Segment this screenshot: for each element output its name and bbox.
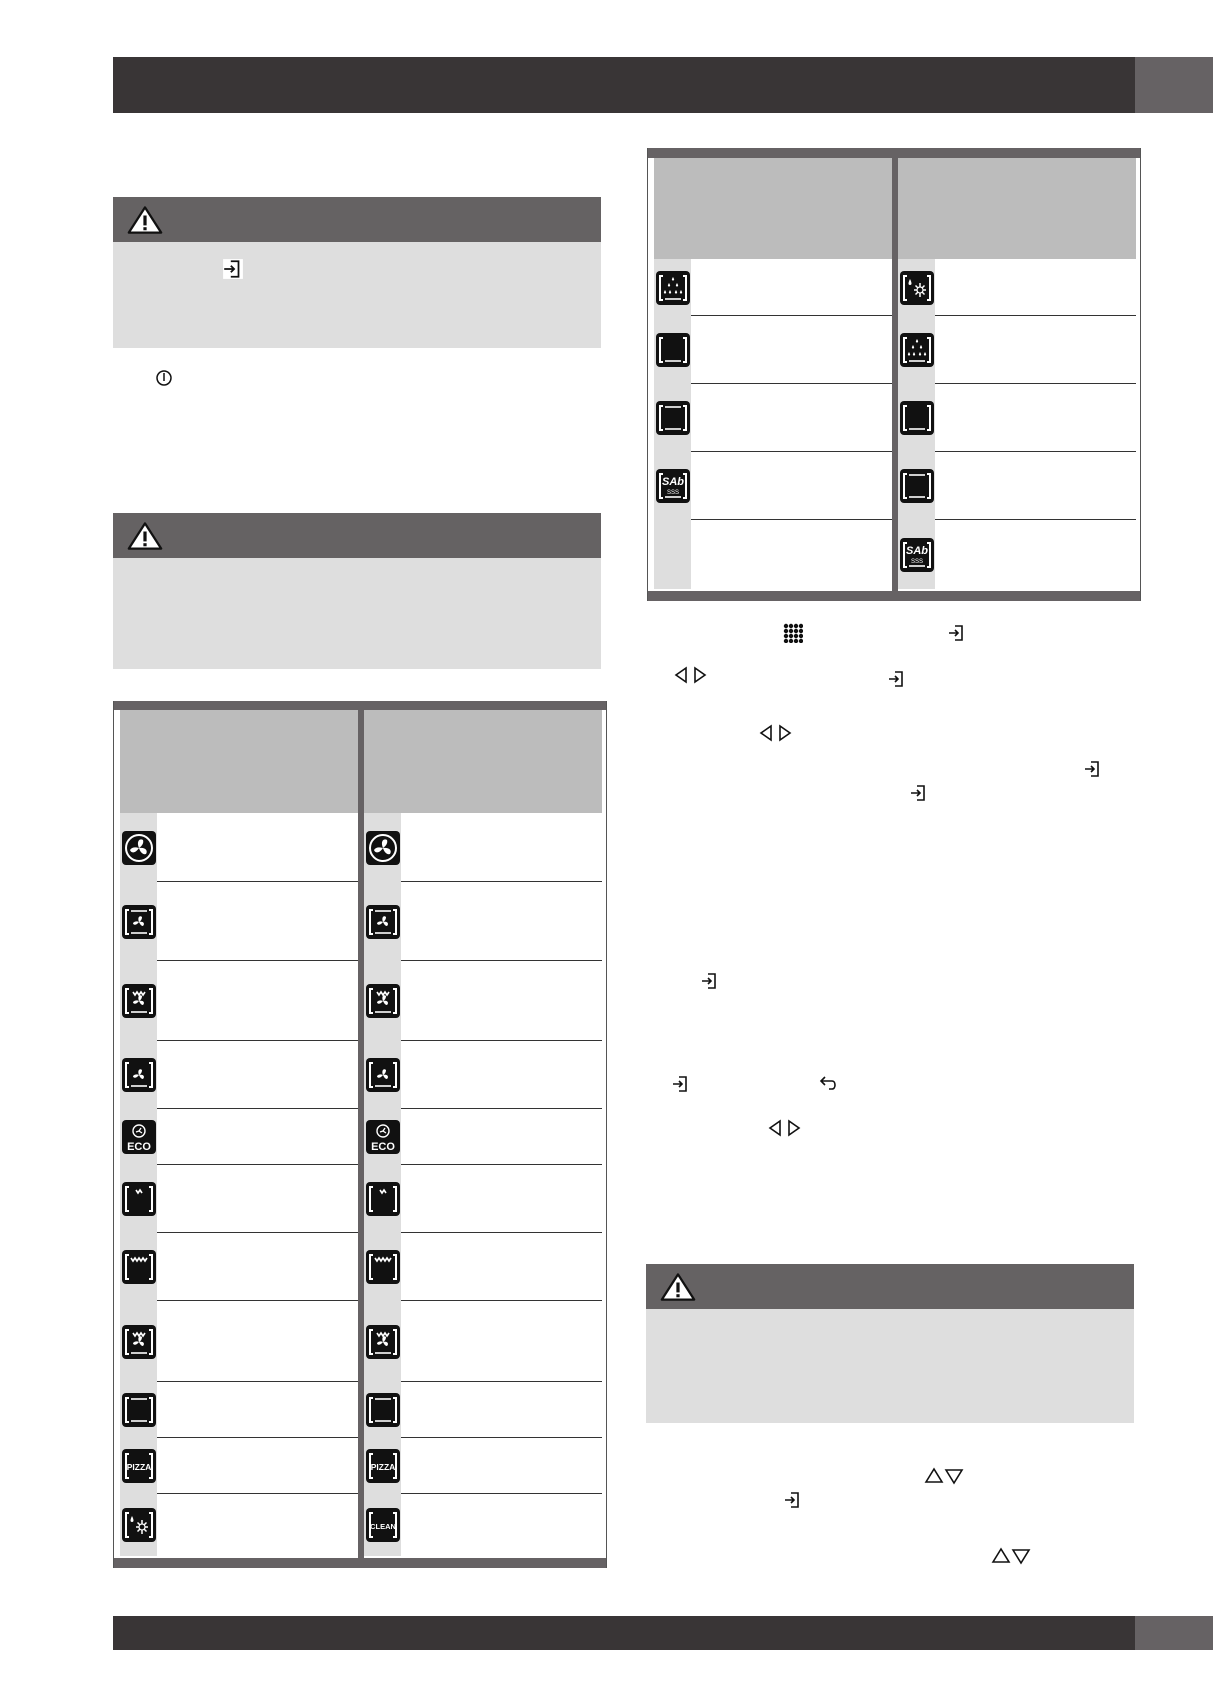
row-divider [935, 451, 1136, 452]
fan-convection-icon [122, 831, 156, 865]
menu-grid-icon [782, 622, 804, 644]
enter-icon [221, 257, 245, 281]
footer-page-tab [1135, 1616, 1213, 1650]
header-bar [113, 57, 1135, 113]
fan-grill-large-icon [366, 1325, 400, 1359]
row-divider [157, 1381, 358, 1382]
row-divider [935, 519, 1136, 520]
svg-text:ECO: ECO [127, 1141, 151, 1153]
row-divider [401, 1108, 602, 1109]
enter-icon [908, 782, 930, 804]
clean-icon [366, 1508, 400, 1542]
top-bottom-heat-icon [366, 1393, 400, 1427]
top-bottom-heat-icon [900, 469, 934, 503]
row-divider [157, 1040, 358, 1041]
grill-small-icon [366, 1182, 400, 1216]
row-divider [157, 1493, 358, 1494]
fan-convection-icon [366, 831, 400, 865]
row-divider [157, 1108, 358, 1109]
defrost-icon [900, 271, 934, 305]
enter-icon [1082, 758, 1104, 780]
table-bottom-rule [648, 591, 1140, 601]
row-divider [401, 881, 602, 882]
table-header-col1 [654, 158, 892, 259]
power-icon [154, 368, 174, 388]
svg-text:CLEAN: CLEAN [370, 1522, 396, 1531]
warning-header [113, 197, 601, 242]
eco-icon [366, 1120, 400, 1154]
row-divider [935, 383, 1136, 384]
arrow-left-right-icon [766, 1118, 806, 1138]
row-divider [157, 1437, 358, 1438]
row-divider [401, 1232, 602, 1233]
steam-icon [900, 333, 934, 367]
enter-icon [670, 1073, 692, 1095]
svg-text:SSS: SSS [910, 559, 924, 565]
bottom-heat-icon [900, 401, 934, 435]
row-divider [401, 1493, 602, 1494]
top-bottom-heat-icon [122, 1393, 156, 1427]
row-divider [691, 519, 892, 520]
fan-top-bottom-icon [366, 905, 400, 939]
table-header-col1 [120, 710, 358, 813]
row-divider [935, 315, 1136, 316]
sabbath-icon [656, 469, 690, 503]
svg-text:SSS: SSS [666, 490, 680, 496]
icon-column-cell [654, 520, 691, 589]
svg-text:SAb: SAb [662, 476, 684, 488]
enter-icon [699, 970, 721, 992]
table-header-col2 [898, 158, 1136, 259]
row-divider [401, 1164, 602, 1165]
arrow-left-right-icon [672, 665, 712, 685]
warning-triangle-icon [127, 521, 163, 551]
row-divider [401, 1437, 602, 1438]
function-table-right [647, 148, 1141, 601]
row-divider [157, 881, 358, 882]
row-divider [401, 1040, 602, 1041]
fan-bottom-icon [122, 1058, 156, 1092]
top-bottom-heat-icon [656, 401, 690, 435]
warning-header [113, 513, 601, 558]
pizza-icon [366, 1449, 400, 1483]
row-divider [401, 960, 602, 961]
pizza-icon [122, 1449, 156, 1483]
warning-header [646, 1264, 1134, 1309]
svg-text:PIZZA: PIZZA [126, 1462, 152, 1472]
steam-icon [656, 271, 690, 305]
sabbath-icon [900, 538, 934, 572]
row-divider [691, 451, 892, 452]
arrow-left-right-icon [757, 723, 797, 743]
svg-text:ECO: ECO [371, 1141, 395, 1153]
table-header-col2 [364, 710, 602, 813]
row-divider [691, 315, 892, 316]
fan-top-bottom-icon [122, 905, 156, 939]
warning-body [646, 1309, 1134, 1423]
function-table-left [113, 701, 607, 1568]
warning-body [113, 242, 601, 348]
row-divider [401, 1381, 602, 1382]
table-top-rule [648, 148, 1140, 158]
grill-small-icon [122, 1182, 156, 1216]
enter-icon [886, 668, 908, 690]
row-divider [157, 960, 358, 961]
row-divider [401, 1300, 602, 1301]
footer-bar [113, 1616, 1135, 1650]
header-page-tab [1135, 57, 1213, 113]
table-bottom-rule [114, 1558, 606, 1568]
warning-triangle-icon [660, 1272, 696, 1302]
row-divider [157, 1232, 358, 1233]
arrow-up-down-icon [923, 1466, 965, 1486]
fan-grill-icon [366, 984, 400, 1018]
warning-triangle-icon [127, 205, 163, 235]
table-top-rule [114, 701, 606, 710]
grill-large-icon [366, 1250, 400, 1284]
enter-icon [946, 622, 968, 644]
warning-body [113, 558, 601, 669]
eco-icon [122, 1120, 156, 1154]
bottom-heat-icon [656, 333, 690, 367]
row-divider [691, 383, 892, 384]
svg-text:PIZZA: PIZZA [370, 1462, 396, 1472]
fan-grill-large-icon [122, 1325, 156, 1359]
svg-text:SAb: SAb [906, 545, 928, 557]
row-divider [157, 1164, 358, 1165]
fan-grill-icon [122, 984, 156, 1018]
back-icon [818, 1073, 840, 1093]
enter-icon [782, 1489, 804, 1511]
defrost-icon [122, 1508, 156, 1542]
grill-large-icon [122, 1250, 156, 1284]
fan-bottom-icon [366, 1058, 400, 1092]
row-divider [157, 1300, 358, 1301]
arrow-up-down-icon [990, 1546, 1032, 1566]
